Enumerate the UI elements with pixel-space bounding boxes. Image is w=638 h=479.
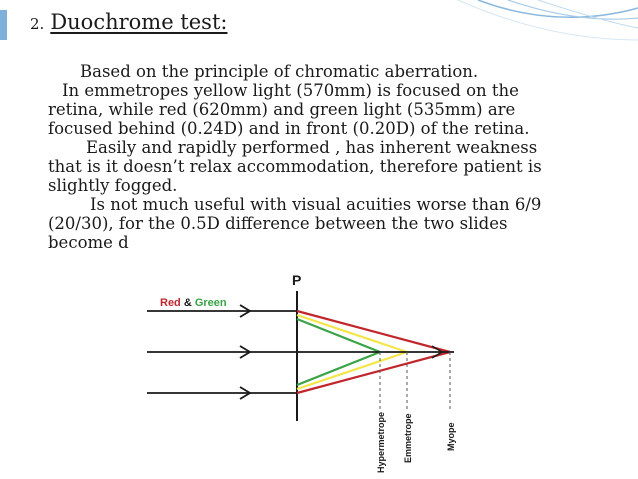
hypermetrope-label: Hypermetrope xyxy=(376,411,386,473)
heading-title: Duochrome test: xyxy=(50,10,228,34)
paragraph-line: Easily and rapidly performed , has inherent weakness xyxy=(86,138,538,157)
paragraph-line: Is not much useful with visual acuities worse than 6/9 xyxy=(90,195,542,214)
paragraph-line: In emmetropes yellow light (570mm) is focused on the xyxy=(62,81,519,100)
accent-bar xyxy=(0,10,7,40)
legend-amp: & xyxy=(180,297,195,309)
paragraph-line: focused behind (0.24D) and in front (0.20D) of the retina. xyxy=(48,119,530,138)
paragraph-line: slightly fogged. xyxy=(48,176,178,195)
emmetrope-label: Emmetrope xyxy=(403,413,413,463)
myope-label: Myope xyxy=(446,422,456,451)
paragraph-line: that is it doesn’t relax accommodation, therefore patient is xyxy=(48,157,542,176)
incoming-rays xyxy=(147,305,297,399)
legend-red: Red xyxy=(160,297,181,309)
heading-number: 2. xyxy=(30,15,45,33)
paragraph-line: become d xyxy=(48,233,129,252)
body-text xyxy=(48,62,608,252)
corner-decoration xyxy=(438,0,638,60)
legend-text xyxy=(160,297,227,309)
paragraph-line: retina, while red (620mm) and green light (535mm) are xyxy=(48,100,516,119)
paragraph-line: Based on the principle of chromatic aberration. xyxy=(80,62,479,81)
chromatic-aberration-diagram xyxy=(142,251,482,479)
paragraph-line: (20/30), for the 0.5D difference between the two slides xyxy=(48,214,508,233)
slide-heading xyxy=(30,10,227,40)
legend-green: Green xyxy=(194,297,227,309)
point-p-label: P xyxy=(292,272,302,288)
